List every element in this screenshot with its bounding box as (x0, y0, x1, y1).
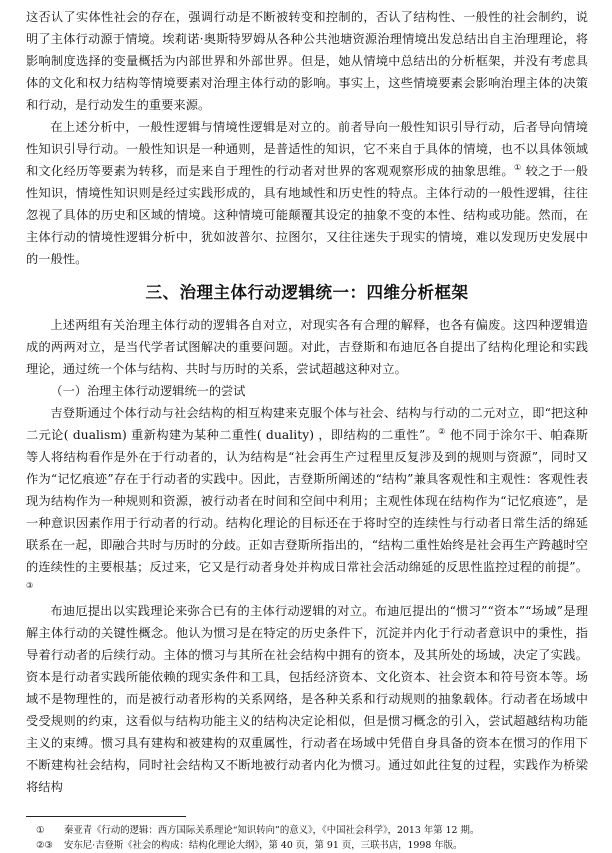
footnote-2 (26, 838, 588, 853)
footnote-ref-3[interactable]: ③ (26, 580, 34, 590)
footnote-text: 秦亚青《行动的逻辑：西方国际关系理论“知识转向”的意义》，《中国社会科学》，2013 年第 12 期。 (64, 825, 480, 836)
paragraph-text: 在上述分析中，一般性逻辑与情境性逻辑是对立的。前者导向一般性知识引导行动，后者导向情境性知识引导行动。一般性知识是一种通则，是普适性的知识，它不来自于具体的情境，也不以具体领域和文化经历等要素为转移，而是来自于理性的行动者对世界的客观观察形成的抽象思维。 (26, 120, 588, 178)
footnote-divider (26, 816, 186, 817)
paragraph-bourdieu: 布迪厄提出以实践理论来弥合已有的主体行动逻辑的对立。布迪厄提出的“惯习”“资本”“场域”是理解主体行动的关键性概念。他认为惯习是在特定的历史条件下，沉淀并内化于行动者意识中的秉性，指导着行动者的后续行动。主体的惯习与其所在社会结构中拥有的资本，及其所处的场域，决定了实践。资本是行动者实践所能依赖的现实条件和工具，包括经济资本、文化资本、社会资本和符号资本等。场域不是物理性的，而是被行动者形构的关系网络，是各种关系和行动规则的抽象载体。行动者在场域中受受规则的约束，这看似与结构功能主义的结构决定论相似，但是惯习概念的引入，尝试超越结构功能主义的束缚。惯习具有建构和被建构的双重属性，行动者在场域中凭借自身具备的资本在惯习的作用下不断建构社会结构，同时社会结构又不断地被行动者内化为惯习。通过如此往复的过程，实践作为桥梁将结构 (26, 604, 588, 794)
paragraph-giddens (26, 402, 588, 600)
footnote-ref-1[interactable]: ① (513, 162, 522, 172)
paragraph-text: 他不同于涂尔干、帕森斯等人将结构看作是外在于行动者的，认为结构是“社会再生产过程里反复涉及到的规则与资源”，同时又作为“记忆痕迹”存在于行动者的实践中。因此，吉登斯所阐述的“结构”兼具客观性和主观性：客观性表现为结构作为一种规则和资源，被行动者在时间和空间中利用；主观性体现在结构作为“记忆痕迹”，是一种意识因素作用于行动者的行动。结构化理论的目标还在于将时空的连续性与行动者日常生活的绵延联系在一起，即融合共时与历时的分歧。正如吉登斯所指出的，“结构二重性始终是社会再生产跨越时空的连续性的主要根基；反过来，它又是行动者身处并构成日常社会活动绵延的反思性监控过程的前提”。 (26, 428, 588, 574)
footnote-1 (26, 823, 588, 838)
paragraph-text: 吉登斯通过个体行动与社会结构的相互构建来克服个体与社会、结构与行动的二元对立，即“把这种二元论( dualism) 重新构建为某种二重性( duality) ，即结构的二重性”。 (26, 406, 588, 442)
paragraph-text: 较之于一般性知识，情境性知识则是经过实践形成的，具有地域性和历史性的特点。主体行动的一般性逻辑，往往忽视了具体的历史和区域的情境。这种情境可能颠覆其设定的抽象不变的本性、结构或功能。然而，在主体行动的情境性逻辑分析中，犹如波普尔、拉图尔，又往往迷失于现实的情境，难以发现历史发展中的一般性。 (26, 164, 588, 266)
footnote-ref-2[interactable]: ② (438, 426, 446, 436)
paragraph-section-intro: 上述两组有关治理主体行动的逻辑各自对立，对现实各有合理的解释，也各有偏废。这四种逻辑造成的两两对立，是当代学者试图解决的重要问题。对此，吉登斯和布迪厄各自提出了结构化理论和实践理论，通过统一个体与结构、共时与历时的关系，尝试超越这种对立。 (26, 318, 588, 376)
footnote-mark: ②③ (36, 840, 53, 851)
footnote-mark: ① (36, 825, 45, 836)
subsection-heading: （一）治理主体行动逻辑统一的尝试 (50, 384, 246, 398)
footnote-text: 安东尼·吉登斯《社会的构成：结构化理论大纲》，第 40 页，第 91 页，三联书店，1998 年版。 (64, 840, 463, 851)
paragraph-intro: 这否认了实体性社会的存在，强调行动是不断被转变和控制的，否认了结构性、一般性的社会制约，说明了主体行动源于情境。埃莉诺·奥斯特罗姆从各种公共池塘资源治理情境出发总结出自主治理理论，将影响制度选择的变量概括为内部世界和外部世界。但是，她从情境中总结出的分析框架，并没有考虑具体的文化和权力结构等情境要素对治理主体行动的影响。事实上，这些情境要素会影响治理主体的决策和行动，是行动发生的重要来源。 (26, 10, 588, 112)
section-heading: 三、治理主体行动逻辑统一：四维分析框架 (145, 283, 469, 302)
paragraph-logic-contrast (26, 116, 588, 270)
